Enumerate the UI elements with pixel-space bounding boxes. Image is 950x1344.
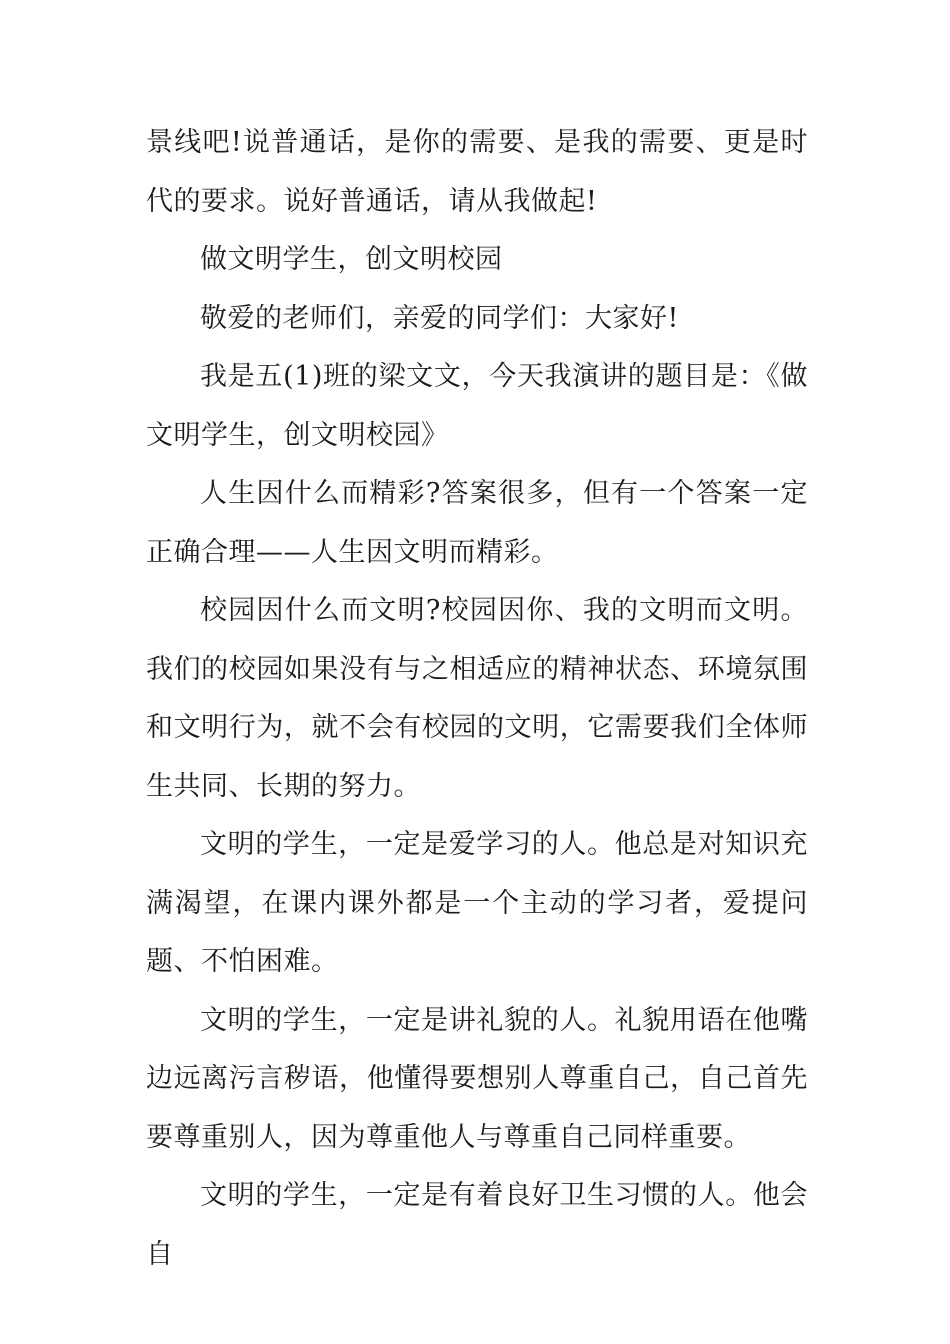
paragraph: 人生因什么而精彩?答案很多，但有一个答案一定正确合理——人生因文明而精彩。 <box>146 478 808 568</box>
paragraph: 文明的学生，一定是爱学习的人。他总是对知识充满渴望，在课内课外都是一个主动的学习者，爱提问题、不怕困难。 <box>146 829 808 977</box>
paragraph: 文明的学生，一定是讲礼貌的人。礼貌用语在他嘴边远离污言秽语，他懂得要想别人尊重自己，自己首先要尊重别人，因为尊重他人与尊重自己同样重要。 <box>146 1004 808 1153</box>
body-text <box>146 114 808 1284</box>
paragraph: 校园因什么而文明?校园因你、我的文明而文明。我们的校园如果没有与之相适应的精神状态、环境氛围和文明行为，就不会有校园的文明，它需要我们全体师生共同、长期的努力。 <box>146 595 808 802</box>
paragraph-truncated: 文明的学生，一定是有着良好卫生习惯的人。他会自 <box>146 1180 808 1270</box>
paragraph-continuation: 景线吧!说普通话，是你的需要、是我的需要、更是时代的要求。说好普通话，请从我做起! <box>146 127 808 217</box>
speech-title: 做文明学生，创文明校园 <box>200 244 503 275</box>
greeting: 敬爱的老师们，亲爱的同学们：大家好! <box>200 302 679 334</box>
paragraph: 我是五(1)班的梁文文，今天我演讲的题目是：《做文明学生，创文明校园》 <box>146 361 808 451</box>
